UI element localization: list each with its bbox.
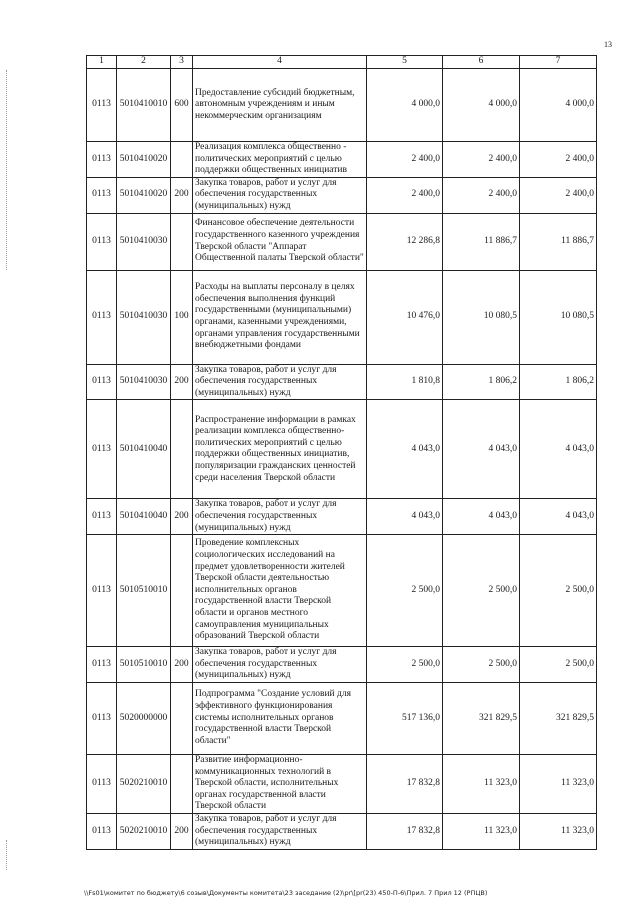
header-col-3: 3 [171, 56, 193, 69]
cell-section: 0113 [87, 213, 117, 270]
table-row [87, 177, 597, 213]
cell-amount-year3: 2 500,0 [520, 647, 597, 683]
cell-amount-year3: 4 043,0 [520, 499, 597, 535]
cell-section: 0113 [87, 813, 117, 849]
cell-target-article: 5010410030 [117, 213, 171, 270]
table-header [87, 56, 597, 69]
table-row [87, 213, 597, 270]
cell-description: Закупка товаров, работ и услуг для обеспечения государственных (муниципальных) нужд [193, 364, 367, 400]
cell-amount-year1: 1 810,8 [367, 364, 443, 400]
cell-amount-year3: 4 043,0 [520, 400, 597, 499]
cell-description: Распространение информации в рамках реализации комплекса общественно-политических мероприятий с целью поддержки общественных инициатив, популяризации гражданских ценностей среди населения Тверской области [193, 400, 367, 499]
cell-expense-type [171, 400, 193, 499]
cell-amount-year3: 321 829,5 [520, 682, 597, 754]
cell-target-article: 5010510010 [117, 647, 171, 683]
cell-description: Подпрограмма "Создание условий для эффективного функционирования системы исполнительных органов государственной власти Тверской области" [193, 682, 367, 754]
cell-amount-year3: 2 500,0 [520, 535, 597, 647]
cell-section: 0113 [87, 400, 117, 499]
cell-amount-year1: 2 400,0 [367, 177, 443, 213]
cell-expense-type [171, 535, 193, 647]
cell-target-article: 5020210010 [117, 813, 171, 849]
cell-target-article: 5010410040 [117, 499, 171, 535]
table-row [87, 142, 597, 178]
cell-expense-type: 100 [171, 270, 193, 364]
header-col-1: 1 [87, 56, 117, 69]
cell-section: 0113 [87, 535, 117, 647]
cell-description: Закупка товаров, работ и услуг для обеспечения государственных (муниципальных) нужд [193, 177, 367, 213]
cell-amount-year2: 4 000,0 [443, 69, 520, 142]
cell-description: Закупка товаров, работ и услуг для обеспечения государственных (муниципальных) нужд [193, 647, 367, 683]
cell-section: 0113 [87, 682, 117, 754]
cell-amount-year1: 17 832,8 [367, 813, 443, 849]
cell-amount-year3: 1 806,2 [520, 364, 597, 400]
table-body [87, 69, 597, 850]
header-col-6: 6 [443, 56, 520, 69]
table-row [87, 647, 597, 683]
cell-expense-type: 200 [171, 499, 193, 535]
cell-section: 0113 [87, 754, 117, 813]
cell-description: Проведение комплексных социологических исследований на предмет удовлетворенности жителей Тверской области деятельностью исполнительных органов государственной власти Тверской области и органов местного самоуправления муниципальных образований Тверской области [193, 535, 367, 647]
binding-margin-marks [6, 70, 8, 270]
cell-target-article: 5020210010 [117, 754, 171, 813]
header-col-4: 4 [193, 56, 367, 69]
cell-amount-year2: 2 400,0 [443, 142, 520, 178]
cell-expense-type [171, 142, 193, 178]
cell-amount-year1: 4 043,0 [367, 400, 443, 499]
header-col-5: 5 [367, 56, 443, 69]
cell-amount-year1: 2 400,0 [367, 142, 443, 178]
cell-amount-year1: 12 286,8 [367, 213, 443, 270]
cell-target-article: 5010510010 [117, 535, 171, 647]
header-col-7: 7 [520, 56, 597, 69]
cell-description: Реализация комплекса общественно - политических мероприятий с целью поддержки общественных инициатив [193, 142, 367, 178]
cell-amount-year1: 2 500,0 [367, 647, 443, 683]
table-row [87, 400, 597, 499]
page-number: 13 [604, 40, 612, 49]
table-row [87, 813, 597, 849]
cell-amount-year1: 4 043,0 [367, 499, 443, 535]
cell-amount-year1: 10 476,0 [367, 270, 443, 364]
cell-target-article: 5020000000 [117, 682, 171, 754]
cell-expense-type [171, 682, 193, 754]
cell-amount-year2: 1 806,2 [443, 364, 520, 400]
cell-section: 0113 [87, 499, 117, 535]
cell-amount-year1: 4 000,0 [367, 69, 443, 142]
file-path-footer: \\Fs01\комитет по бюджету\6 созыв\Документы комитета\23 заседание (2)\pr\[pr(23) 450-П-6\Прил. 7 Прил 12 (РПЦВ) [84, 889, 488, 897]
binding-margin-marks-lower [6, 840, 8, 870]
cell-description: Закупка товаров, работ и услуг для обеспечения государственных (муниципальных) нужд [193, 499, 367, 535]
table-row [87, 270, 597, 364]
cell-description: Закупка товаров, работ и услуг для обеспечения государственных (муниципальных) нужд [193, 813, 367, 849]
cell-expense-type [171, 754, 193, 813]
cell-expense-type: 200 [171, 364, 193, 400]
cell-description: Финансовое обеспечение деятельности государственного казенного учреждения Тверской области "Аппарат Общественной палаты Тверской области" [193, 213, 367, 270]
cell-amount-year3: 4 000,0 [520, 69, 597, 142]
cell-amount-year3: 11 323,0 [520, 813, 597, 849]
cell-amount-year2: 4 043,0 [443, 499, 520, 535]
cell-section: 0113 [87, 142, 117, 178]
cell-amount-year2: 11 323,0 [443, 813, 520, 849]
cell-section: 0113 [87, 647, 117, 683]
cell-expense-type [171, 213, 193, 270]
cell-amount-year3: 11 886,7 [520, 213, 597, 270]
table-row [87, 535, 597, 647]
table-row [87, 364, 597, 400]
cell-amount-year2: 321 829,5 [443, 682, 520, 754]
cell-amount-year3: 10 080,5 [520, 270, 597, 364]
cell-amount-year2: 11 323,0 [443, 754, 520, 813]
table-row [87, 682, 597, 754]
cell-description: Развитие информационно-коммуникационных технологий в Тверской области, исполнительных органах государственной власти Тверской области [193, 754, 367, 813]
cell-amount-year1: 517 136,0 [367, 682, 443, 754]
cell-target-article: 5010410010 [117, 69, 171, 142]
table-row [87, 499, 597, 535]
table-row [87, 69, 597, 142]
cell-amount-year1: 17 832,8 [367, 754, 443, 813]
cell-target-article: 5010410040 [117, 400, 171, 499]
cell-amount-year2: 2 400,0 [443, 177, 520, 213]
cell-description: Расходы на выплаты персоналу в целях обеспечения выполнения функций государственными (муниципальными) органами, казенными учреждениями, органами управления государственными внебюджетными фондами [193, 270, 367, 364]
cell-amount-year2: 2 500,0 [443, 647, 520, 683]
header-col-2: 2 [117, 56, 171, 69]
cell-target-article: 5010410030 [117, 364, 171, 400]
cell-target-article: 5010410020 [117, 142, 171, 178]
budget-table [86, 55, 597, 850]
cell-amount-year3: 11 323,0 [520, 754, 597, 813]
cell-expense-type: 200 [171, 813, 193, 849]
cell-section: 0113 [87, 364, 117, 400]
cell-section: 0113 [87, 177, 117, 213]
cell-description: Предоставление субсидий бюджетным, автономным учреждениям и иным некоммерческим организациям [193, 69, 367, 142]
cell-amount-year2: 11 886,7 [443, 213, 520, 270]
cell-expense-type: 200 [171, 177, 193, 213]
cell-expense-type: 200 [171, 647, 193, 683]
cell-section: 0113 [87, 270, 117, 364]
cell-amount-year3: 2 400,0 [520, 142, 597, 178]
cell-target-article: 5010410020 [117, 177, 171, 213]
cell-amount-year1: 2 500,0 [367, 535, 443, 647]
cell-amount-year2: 10 080,5 [443, 270, 520, 364]
cell-amount-year2: 2 500,0 [443, 535, 520, 647]
cell-amount-year3: 2 400,0 [520, 177, 597, 213]
cell-target-article: 5010410030 [117, 270, 171, 364]
table-row [87, 754, 597, 813]
cell-section: 0113 [87, 69, 117, 142]
cell-expense-type: 600 [171, 69, 193, 142]
cell-amount-year2: 4 043,0 [443, 400, 520, 499]
